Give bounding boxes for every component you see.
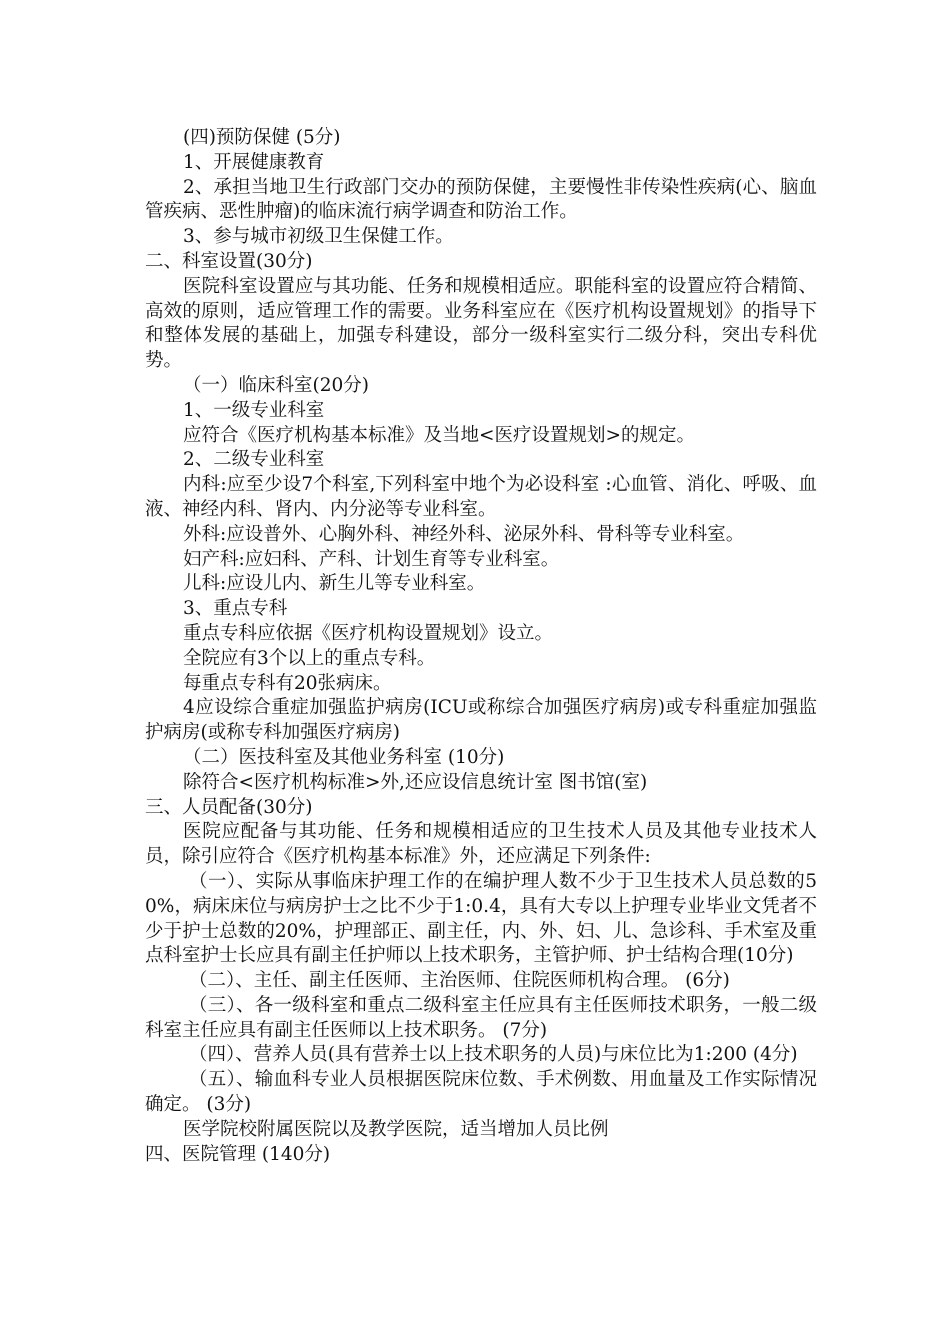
list-item: 1、一级专业科室 [183,399,325,421]
paragraph: 重点专科应依据《医疗机构设置规划》设立。 [183,622,554,644]
paragraph: 每重点专科有20张病床。 [183,672,392,694]
list-item: 4应设综合重症加强监护病房(ICU或称综合加强医疗病房)或专科重症加强监护病房(或称专科加强医疗病房) [145,697,817,744]
section-heading-prevention: (四)预防保健 (5分) [183,127,341,148]
list-item: （三）、各一级科室和重点二级科室主任应具有主任医师技术职务，一般二级科室主任应具有副主任医师以上技术职务。 (7分) [145,994,817,1041]
list-item: （四）、营养人员(具有营养士以上技术职务的人员)与床位比为1:200 (4分) [189,1044,798,1066]
list-item: 3、重点专科 [183,598,288,620]
list-item: （一）、实际从事临床护理工作的在编护理人数不少于卫生技术人员总数的50%，病床床位与病房护士之比不少于1:0.4，具有大专以上护理专业毕业文凭者不少于护士总数的20%，护理部正、副主任，内、外、妇、儿、急诊科、手术室及重点科室护士长应具有副主任护师以上技术职务，主管护师、护士结构合理(10分) [145,870,817,967]
paragraph: 妇产科:应妇科、产科、计划生育等专业科室。 [183,548,560,570]
document-body [145,126,817,1167]
list-item: （二）、主任、副主任医师、主治医师、住院医师机构合理。 (6分) [189,970,730,992]
list-item: 2、承担当地卫生行政部门交办的预防保健，主要慢性非传染性疾病(心、脑血管疾病、恶性肿瘤)的临床流行病学调查和防治工作。 [145,176,817,223]
list-item: （五）、输血科专业人员根据医院床位数、手术例数、用血量及工作实际情况确定。 (3分) [145,1069,817,1116]
list-item: 2、二级专业科室 [183,449,325,471]
paragraph: 应符合《医疗机构基本标准》及当地<医疗设置规划>的规定。 [183,424,696,446]
paragraph: 内科:应至少设7个科室,下列科室中地个为必设科室 :心血管、消化、呼吸、血液、神经内科、肾内、内分泌等专业科室。 [145,474,817,520]
list-item: 3、参与城市初级卫生保健工作。 [183,226,454,248]
list-item: 1、开展健康教育 [183,151,325,173]
paragraph: 医院应配备与其功能、任务和规模相适应的卫生技术人员及其他专业技术人员，除引应符合《医疗机构基本标准》外，还应满足下列条件: [145,821,817,868]
subsection-heading-medtech: （二）医技科室及其他业务科室 (10分) [183,746,505,768]
paragraph: 医学院校附属医院以及教学医院，适当增加人员比例 [183,1118,609,1140]
paragraph: 全院应有3个以上的重点专科。 [183,647,436,669]
section-heading-staffing: 三、人员配备(30分) [145,796,313,818]
paragraph: 儿科:应设儿内、新生儿等专业科室。 [183,573,486,595]
section-heading-departments: 二、科室设置(30分) [145,250,313,272]
section-heading-management: 四、医院管理 (140分) [145,1143,331,1165]
paragraph: 医院科室设置应与其功能、任务和规模相适应。职能科室的设置应符合精简、高效的原则，适应管理工作的需要。业务科室应在《医疗机构设置规划》的指导下和整体发展的基础上，加强专科建设，部分一级科室实行二级分科，突出专科优势。 [145,275,817,372]
paragraph: 外科:应设普外、心胸外科、神经外科、泌尿外科、骨科等专业科室。 [183,523,745,545]
paragraph: 除符合<医疗机构标准>外,还应设信息统计室 图书馆(室) [183,771,648,793]
subsection-heading-clinical: （一）临床科室(20分) [183,374,369,396]
